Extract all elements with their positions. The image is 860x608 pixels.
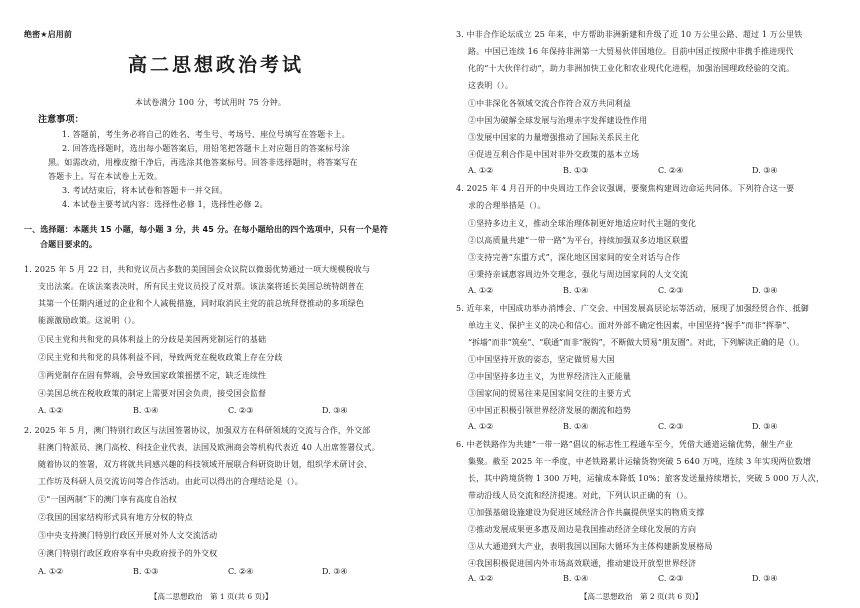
statement-item: ①中国坚持开放的姿态，坚定做贸易大国 — [468, 355, 615, 364]
option-d[interactable]: D. ③④ — [752, 574, 778, 583]
note-line: 1. 答题前，考生务必将自己的姓名、考生号、考场号、座位号填写在答题卡上。 — [62, 130, 350, 139]
question-stem-line: 其第一个任期内通过的企业和个人减税措施，同时取消民主党的前总统拜登推动的多项绿色 — [38, 299, 364, 308]
statement-item: ②民主党和共和党的具体利益不同，导致两党在税收政策上存在分歧 — [38, 353, 283, 362]
statement-item: ②我国的国家结构形式具有地方分权的特点 — [38, 513, 193, 522]
statement-item: ③发展中国家的力量增强推动了国际关系民主化 — [468, 133, 640, 142]
question-stem-line: 6. 中老铁路作为共建“一带一路”倡议的标志性工程通车至今，凭借大通道运输优势，催生产业 — [456, 440, 793, 449]
question-stem-line: 1. 2025 年 5 月 22 日，共和党议员占多数的美国国会众议院以微弱优势通过一项大规模税收与 — [24, 265, 371, 274]
exam-intro: 本试卷满分 100 分，考试用时 75 分钟。 — [135, 98, 287, 107]
option-c[interactable]: C. ②③ — [658, 286, 684, 295]
statement-item: ①加强基础设施建设为促进区域经济合作共赢提供坚实的物质支撑 — [468, 508, 705, 517]
option-a[interactable]: A. ①② — [38, 567, 64, 576]
statement-item: ②推动发展成果更多惠及周边是我国推动经济全球化发展的方向 — [468, 525, 697, 534]
question-stem-line: 带动沿线人员交流和经济提速。对此，下列认识正确的有（）。 — [468, 491, 693, 500]
option-c[interactable]: C. ②③ — [228, 406, 254, 415]
section-heading: 一、选择题：本题共 15 小题，每小题 3 分，共 45 分。在每小题给出的四个选项中，只有一个是符 — [24, 225, 389, 234]
option-a[interactable]: A. ①② — [468, 574, 494, 583]
question-stem-line: 4. 2025 年 4 月召开的中央周边工作会议强调，要聚焦构建周边命运共同体。下列符合这一要 — [456, 184, 795, 193]
question-stem-line: 这表明（）。 — [468, 81, 513, 90]
question-stem-line: 工作坊及科研人员交流访问等合作活动。由此可以得出的合理结论是（）。 — [38, 477, 303, 486]
option-b[interactable]: B. ①③ — [563, 166, 589, 175]
option-a[interactable]: A. ①② — [468, 286, 494, 295]
option-c[interactable]: C. ②④ — [658, 166, 684, 175]
option-a[interactable]: A. ①② — [468, 422, 494, 431]
option-b[interactable]: B. ①④ — [563, 422, 589, 431]
note-line: 2. 回答选择题时，选出每小题答案后，用铅笔把答题卡上对应题目的答案标号涂 — [62, 144, 350, 153]
option-b[interactable]: B. ①④ — [563, 286, 589, 295]
option-d[interactable]: D. ③④ — [752, 422, 778, 431]
statement-item: ④促进互利合作是中国对非外交政策的基本立场 — [468, 150, 640, 159]
option-a[interactable]: A. ①② — [468, 166, 494, 175]
note-line: 答题卡上。写在本试卷上无效。 — [48, 172, 163, 181]
option-d[interactable]: D. ③④ — [322, 567, 348, 576]
statement-item: ③两党制存在固有弊端，会导致国家政策摇摆不定，缺乏连续性 — [38, 371, 267, 380]
statement-item: ④我国积极促进国内外市场高效联通，推动建设开放型世界经济 — [468, 559, 697, 568]
statement-item: ②中国坚持多边主义，为世界经济注入正能量 — [468, 372, 631, 381]
statement-item: ④秉持亲诚惠容周边外交理念，强化与周边国家间的人文交流 — [468, 270, 689, 279]
page-footer: 【高二思想政治 第 1 页(共 6 页)】 — [150, 592, 273, 601]
option-d[interactable]: D. ③④ — [322, 406, 348, 415]
statement-item: ①民主党和共和党的具体利益上的分歧是美国两党制运行的基础 — [38, 335, 267, 344]
question-stem-line: 5. 近年来，中国成功举办消博会、广交会、中国发展高层论坛等活动，展现了加强经贸合作、抵御 — [456, 304, 809, 313]
question-stem-line: 单边主义、保护主义的决心和信心。面对外部不确定性因素，中国坚持“握手”而非“挥拳”、 — [468, 321, 795, 330]
question-stem-line: 路。中国已连续 16 年保持非洲第一大贸易伙伴国地位。目前中国正按照中非携手推进现代 — [468, 47, 794, 56]
statement-item: ③从大通道到大产业，表明我国以国际大循环为主体构建新发展格局 — [468, 542, 713, 551]
question-stem-line: 2. 2025 年 5 月，澳门特别行政区与法国签署协议，加强双方在科研领域的交流与合作，外交部 — [24, 426, 371, 435]
statement-item: ②中国为破解全球发展与治理赤字发挥建设性作用 — [468, 116, 648, 125]
question-stem-line: 支出法案。在该法案表决时，所有民主党议员投了反对票。该法案将延长美国总统特朗普在 — [38, 282, 364, 291]
statement-item: ③国家间的贸易往来是国家间交往的主要方式 — [468, 389, 631, 398]
question-stem-line: 3. 中非合作论坛成立 25 年来，中方帮助非洲新建和升级了近 10 万公里公路、超过 1 万公里铁 — [456, 30, 803, 39]
question-stem-line: 驻澳门特派员、澳门高校、科技企业代表，法国及欧洲商会等机构代表近 40 人出席签署仪式。 — [38, 443, 380, 452]
statement-item: ②以高质量共建“一带一路”为平台，持续加强双多边地区联盟 — [468, 236, 689, 245]
statement-item: ③支持完善“东盟方式”，深化地区国家间的安全对话与合作 — [468, 253, 681, 262]
question-stem-line: 求的合理举措是（）。 — [468, 201, 546, 210]
statement-item: ①中非深化各领域交流合作符合双方共同利益 — [468, 99, 631, 108]
option-c[interactable]: C. ②③ — [658, 574, 684, 583]
page-footer: 【高二思想政治 第 2 页(共 6 页)】 — [580, 592, 703, 601]
notes-heading: 注意事项： — [38, 115, 84, 125]
question-stem-line: “拆墙”而非“筑垒”、“联通”而非“脱钩”，不断做大贸易“朋友圈”。对此，下列解读正确的是（）。 — [468, 338, 805, 347]
statement-item: ①“一国两制”下的澳门享有高度自治权 — [38, 495, 177, 504]
statement-item: ④澳门特别行政区政府享有中央政府授予的外交权 — [38, 549, 218, 558]
option-b[interactable]: B. ①④ — [563, 574, 589, 583]
option-b[interactable]: B. ①③ — [133, 567, 159, 576]
note-line: 4. 本试卷主要考试内容：选择性必修 1，选择性必修 2。 — [62, 200, 268, 209]
statement-item: ③中央支持澳门特别行政区开展对外人文交流活动 — [38, 531, 218, 540]
exam-title: 高二思想政治考试 — [128, 54, 305, 76]
section-heading-cont: 合题目要求的。 — [40, 240, 98, 249]
option-d[interactable]: D. ③④ — [752, 286, 778, 295]
statement-item: ①坚持多边主义，推动全球治理体制更好地适应时代主题的变化 — [468, 219, 697, 228]
right-page — [430, 0, 860, 608]
question-stem-line: 能源激励政策。这说明（）。 — [38, 316, 140, 325]
question-stem-line: 长，其中跨境货物 1 300 万吨，运输成本降低 10%；旅客发送量持续增长，突破 5 000 万人次， — [468, 474, 825, 483]
note-line: 3. 考试结束后，将本试卷和答题卡一并交回。 — [62, 186, 228, 195]
confidential-label: 绝密★启用前 — [24, 30, 73, 39]
question-stem-line: 集聚。截至 2025 年一季度，中老铁路累计运输货物突破 5 640 万吨，连续 3 年实现两位数增 — [468, 457, 812, 466]
note-line: 黑。如需改动，用橡皮擦干净后，再选涂其他答案标号。回答非选择题时，将答案写在 — [48, 158, 358, 167]
statement-item: ④美国总统在税收政策的制定上需要对国会负责，接受国会监督 — [38, 389, 267, 398]
question-stem-line: 化的“十大伙伴行动”，助力非洲加快工业化和农业现代化进程，加强治国理政经验的交流。 — [468, 64, 795, 73]
option-a[interactable]: A. ①② — [38, 406, 64, 415]
option-b[interactable]: B. ①④ — [133, 406, 159, 415]
option-d[interactable]: D. ③④ — [752, 166, 778, 175]
question-stem-line: 随着协议的签署，双方将就共同感兴趣的科技领域开展联合科研资助计划，组织学术研讨会、 — [38, 460, 373, 469]
option-c[interactable]: C. ②④ — [228, 567, 254, 576]
statement-item: ④中国正积极引领世界经济发展的潮流和趋势 — [468, 406, 631, 415]
option-c[interactable]: C. ②③ — [658, 422, 684, 431]
